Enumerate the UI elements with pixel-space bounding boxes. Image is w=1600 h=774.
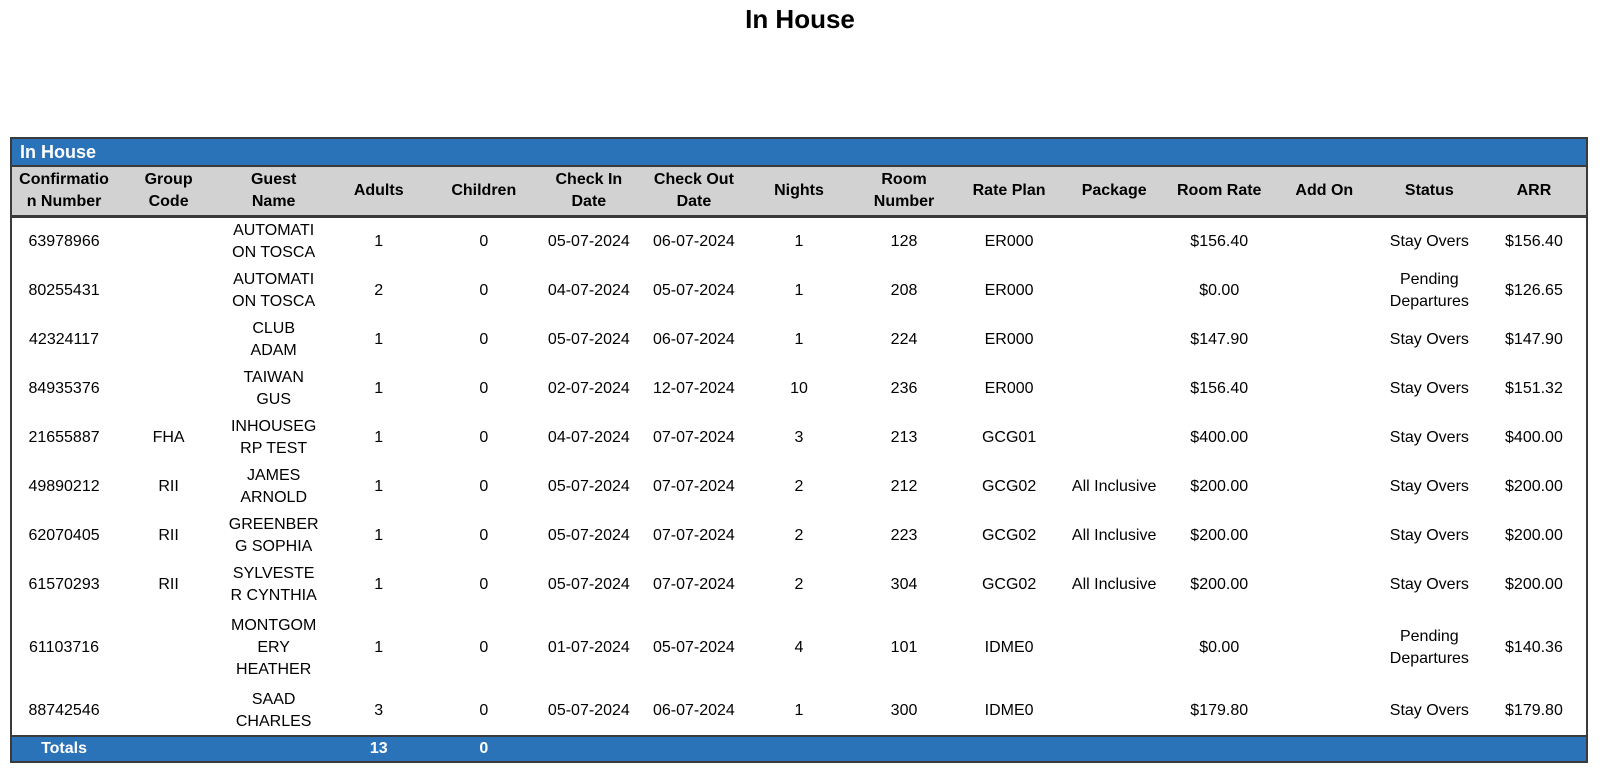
cell-rate-plan: IDME0 xyxy=(984,702,1034,719)
cell-children: 0 xyxy=(479,526,489,544)
cell-arr: $147.90 xyxy=(1505,330,1563,348)
cell-check-out-date: 07-07-2024 xyxy=(652,526,735,544)
table-row xyxy=(11,315,1587,364)
table-foot xyxy=(11,736,1587,762)
cell-confirmation-number: 49890212 xyxy=(28,477,100,495)
cell-adults: 1 xyxy=(374,526,384,544)
cell-status: Stay Overs xyxy=(1389,233,1469,250)
cell-arr: $200.00 xyxy=(1505,526,1563,544)
cell-add-on xyxy=(1272,364,1377,413)
total-status xyxy=(1377,736,1482,762)
cell-check-in-date: 05-07-2024 xyxy=(547,330,630,348)
cell-confirmation-number: 88742546 xyxy=(28,702,100,719)
cell-children: 0 xyxy=(479,702,489,719)
cell-check-out-date: 07-07-2024 xyxy=(652,477,735,495)
cell-adults: 1 xyxy=(374,639,384,656)
cell-room-rate: $200.00 xyxy=(1190,477,1249,495)
cell-guest-name: GREENBERG SOPHIA xyxy=(228,515,319,555)
table-row xyxy=(11,687,1587,736)
table-row xyxy=(11,462,1587,511)
cell-children: 0 xyxy=(479,477,489,495)
total-package xyxy=(1062,736,1167,762)
cell-room-number: 223 xyxy=(890,526,918,544)
cell-status: Stay Overs xyxy=(1389,379,1469,397)
cell-guest-name: INHOUSEGRP TEST xyxy=(230,417,317,457)
cell-room-rate: $156.40 xyxy=(1190,233,1249,250)
cell-group-code xyxy=(116,609,221,687)
cell-check-in-date: 02-07-2024 xyxy=(547,379,630,397)
cell-room-number: 212 xyxy=(890,477,918,495)
cell-arr: $140.36 xyxy=(1505,639,1563,656)
cell-status: Stay Overs xyxy=(1389,526,1469,544)
table-row xyxy=(11,609,1587,687)
cell-confirmation-number: 63978966 xyxy=(28,233,100,250)
cell-check-in-date: 01-07-2024 xyxy=(547,639,630,656)
cell-check-out-date: 05-07-2024 xyxy=(652,281,735,299)
cell-rate-plan: ER000 xyxy=(984,379,1034,397)
cell-package xyxy=(1062,687,1167,736)
column-header-room-number: Room Number xyxy=(852,166,957,217)
cell-rate-plan: GCG02 xyxy=(981,526,1037,544)
cell-children: 0 xyxy=(479,639,489,656)
cell-arr: $400.00 xyxy=(1505,428,1563,446)
column-header-room-rate: Room Rate xyxy=(1167,166,1272,217)
total-confirmation-number: Totals xyxy=(11,736,116,762)
cell-nights: 1 xyxy=(794,281,804,299)
cell-confirmation-number: 62070405 xyxy=(28,526,100,544)
cell-add-on xyxy=(1272,315,1377,364)
cell-guest-name: JAMES ARNOLD xyxy=(240,466,307,506)
cell-adults: 1 xyxy=(374,379,384,397)
cell-check-in-date: 04-07-2024 xyxy=(547,428,630,446)
cell-room-rate: $179.80 xyxy=(1190,702,1249,719)
table-row xyxy=(11,413,1587,462)
cell-nights: 4 xyxy=(794,639,804,656)
column-header-row xyxy=(11,166,1587,217)
totals-row xyxy=(11,736,1587,762)
cell-add-on xyxy=(1272,217,1377,267)
cell-check-in-date: 05-07-2024 xyxy=(547,575,630,593)
cell-check-out-date: 07-07-2024 xyxy=(652,428,735,446)
cell-check-out-date: 07-07-2024 xyxy=(652,575,735,593)
cell-confirmation-number: 21655887 xyxy=(28,428,100,446)
column-header-arr: ARR xyxy=(1482,166,1587,217)
column-header-status: Status xyxy=(1377,166,1482,217)
cell-check-in-date: 05-07-2024 xyxy=(547,526,630,544)
column-header-confirmation-number: Confirmation Number xyxy=(11,166,116,217)
cell-group-code: RII xyxy=(158,477,179,495)
cell-nights: 1 xyxy=(794,330,804,348)
cell-rate-plan: GCG01 xyxy=(981,428,1037,446)
cell-nights: 10 xyxy=(790,379,808,397)
total-check-in-date xyxy=(536,736,641,762)
cell-check-in-date: 05-07-2024 xyxy=(547,702,630,719)
cell-nights: 3 xyxy=(794,428,804,446)
cell-package xyxy=(1062,217,1167,267)
cell-arr: $200.00 xyxy=(1505,575,1563,593)
cell-confirmation-number: 80255431 xyxy=(28,281,100,299)
cell-room-rate: $156.40 xyxy=(1190,379,1249,397)
cell-children: 0 xyxy=(479,281,489,299)
cell-children: 0 xyxy=(479,379,489,397)
column-header-guest-name: Guest Name xyxy=(221,166,326,217)
table-row xyxy=(11,266,1587,315)
cell-group-code: FHA xyxy=(152,428,185,446)
cell-rate-plan: GCG02 xyxy=(981,477,1037,495)
cell-nights: 2 xyxy=(794,526,804,544)
cell-room-rate: $400.00 xyxy=(1190,428,1249,446)
cell-guest-name: TAIWAN GUS xyxy=(243,368,304,408)
cell-group-code xyxy=(116,364,221,413)
cell-add-on xyxy=(1272,609,1377,687)
cell-guest-name: SYLVESTER CYNTHIA xyxy=(230,564,317,604)
cell-adults: 1 xyxy=(374,575,384,593)
table-body xyxy=(11,217,1587,737)
cell-package xyxy=(1062,266,1167,315)
total-arr xyxy=(1482,736,1587,762)
cell-rate-plan: IDME0 xyxy=(984,639,1034,656)
cell-check-out-date: 06-07-2024 xyxy=(652,330,735,348)
table-row xyxy=(11,560,1587,609)
cell-confirmation-number: 61103716 xyxy=(29,639,100,656)
cell-add-on xyxy=(1272,511,1377,560)
total-check-out-date xyxy=(641,736,746,762)
cell-package xyxy=(1062,364,1167,413)
cell-add-on xyxy=(1272,266,1377,315)
cell-room-number: 236 xyxy=(890,379,918,397)
total-children: 0 xyxy=(431,736,536,762)
cell-children: 0 xyxy=(479,428,489,446)
total-room-rate xyxy=(1167,736,1272,762)
cell-room-number: 101 xyxy=(890,639,918,656)
cell-arr: $179.80 xyxy=(1505,702,1563,719)
cell-status: Stay Overs xyxy=(1389,702,1469,719)
cell-nights: 1 xyxy=(794,233,804,250)
cell-guest-name: AUTOMATION TOSCA xyxy=(232,222,316,261)
cell-nights: 2 xyxy=(794,477,804,495)
cell-check-out-date: 12-07-2024 xyxy=(652,379,735,397)
cell-status: Pending Departures xyxy=(1389,270,1469,310)
cell-room-rate: $200.00 xyxy=(1190,575,1249,593)
cell-status: Stay Overs xyxy=(1389,477,1469,495)
table-row xyxy=(11,364,1587,413)
cell-check-in-date: 05-07-2024 xyxy=(547,233,630,250)
cell-status: Stay Overs xyxy=(1389,330,1469,348)
cell-confirmation-number: 42324117 xyxy=(29,330,100,348)
cell-package xyxy=(1062,609,1167,687)
cell-package: All Inclusive xyxy=(1071,575,1157,593)
cell-room-number: 213 xyxy=(890,428,918,446)
cell-arr: $156.40 xyxy=(1505,233,1563,250)
cell-guest-name: AUTOMATION TOSCA xyxy=(232,270,316,310)
column-header-group-code: Group Code xyxy=(116,166,221,217)
column-header-children: Children xyxy=(431,166,536,217)
cell-status: Pending Departures xyxy=(1389,628,1469,667)
cell-add-on xyxy=(1272,687,1377,736)
table-head xyxy=(11,138,1587,217)
column-header-nights: Nights xyxy=(746,166,851,217)
table-row xyxy=(11,217,1587,267)
cell-adults: 1 xyxy=(374,233,384,250)
total-room-number xyxy=(852,736,957,762)
cell-children: 0 xyxy=(479,330,489,348)
cell-group-code xyxy=(116,217,221,267)
cell-adults: 3 xyxy=(374,702,384,719)
column-header-check-in-date: Check In Date xyxy=(536,166,641,217)
cell-check-in-date: 05-07-2024 xyxy=(547,477,630,495)
cell-add-on xyxy=(1272,560,1377,609)
cell-add-on xyxy=(1272,413,1377,462)
column-header-check-out-date: Check Out Date xyxy=(641,166,746,217)
column-header-add-on: Add On xyxy=(1272,166,1377,217)
cell-check-out-date: 06-07-2024 xyxy=(652,702,735,719)
cell-rate-plan: ER000 xyxy=(984,233,1034,250)
cell-guest-name: SAAD CHARLES xyxy=(235,691,312,730)
cell-arr: $151.32 xyxy=(1505,379,1563,397)
total-adults: 13 xyxy=(326,736,431,762)
cell-package xyxy=(1062,315,1167,364)
total-add-on xyxy=(1272,736,1377,762)
cell-status: Stay Overs xyxy=(1389,428,1469,446)
cell-room-number: 128 xyxy=(890,233,918,250)
cell-confirmation-number: 61570293 xyxy=(28,575,100,593)
total-nights xyxy=(746,736,851,762)
cell-adults: 1 xyxy=(374,330,384,348)
column-header-rate-plan: Rate Plan xyxy=(957,166,1062,217)
page-title: In House xyxy=(745,4,855,34)
cell-adults: 2 xyxy=(374,281,384,299)
cell-guest-name: CLUB ADAM xyxy=(250,319,297,359)
column-header-package: Package xyxy=(1062,166,1167,217)
cell-room-number: 300 xyxy=(890,702,918,719)
cell-children: 0 xyxy=(479,575,489,593)
cell-package: All Inclusive xyxy=(1071,526,1157,544)
cell-adults: 1 xyxy=(374,477,384,495)
cell-children: 0 xyxy=(479,233,489,250)
cell-arr: $200.00 xyxy=(1505,477,1563,495)
cell-confirmation-number: 84935376 xyxy=(28,379,100,397)
in-house-report-table xyxy=(10,137,1588,763)
cell-check-out-date: 06-07-2024 xyxy=(652,233,735,250)
section-band-title: In House xyxy=(11,138,1587,166)
total-guest-name xyxy=(221,736,326,762)
cell-add-on xyxy=(1272,462,1377,511)
cell-room-number: 208 xyxy=(890,281,918,299)
cell-group-code xyxy=(116,687,221,736)
cell-check-in-date: 04-07-2024 xyxy=(547,281,630,299)
cell-status: Stay Overs xyxy=(1389,575,1469,593)
cell-room-number: 224 xyxy=(890,330,918,348)
cell-adults: 1 xyxy=(374,428,384,446)
cell-guest-name: MONTGOMERY HEATHER xyxy=(230,617,317,678)
cell-rate-plan: ER000 xyxy=(984,281,1034,299)
cell-room-rate: $0.00 xyxy=(1199,281,1240,299)
total-group-code xyxy=(116,736,221,762)
cell-check-out-date: 05-07-2024 xyxy=(652,639,735,656)
total-rate-plan xyxy=(957,736,1062,762)
table-row xyxy=(11,511,1587,560)
cell-package: All Inclusive xyxy=(1071,477,1157,495)
cell-group-code: RII xyxy=(158,526,179,544)
cell-package xyxy=(1062,413,1167,462)
cell-group-code: RII xyxy=(158,575,179,593)
cell-group-code xyxy=(116,266,221,315)
cell-room-number: 304 xyxy=(890,575,918,593)
cell-group-code xyxy=(116,315,221,364)
cell-nights: 1 xyxy=(794,702,804,719)
cell-room-rate: $200.00 xyxy=(1190,526,1249,544)
cell-room-rate: $0.00 xyxy=(1199,639,1240,656)
cell-arr: $126.65 xyxy=(1505,281,1563,299)
section-band-row xyxy=(11,138,1587,166)
cell-room-rate: $147.90 xyxy=(1190,330,1249,348)
cell-nights: 2 xyxy=(794,575,804,593)
cell-rate-plan: GCG02 xyxy=(981,575,1037,593)
cell-rate-plan: ER000 xyxy=(984,330,1034,348)
column-header-adults: Adults xyxy=(326,166,431,217)
